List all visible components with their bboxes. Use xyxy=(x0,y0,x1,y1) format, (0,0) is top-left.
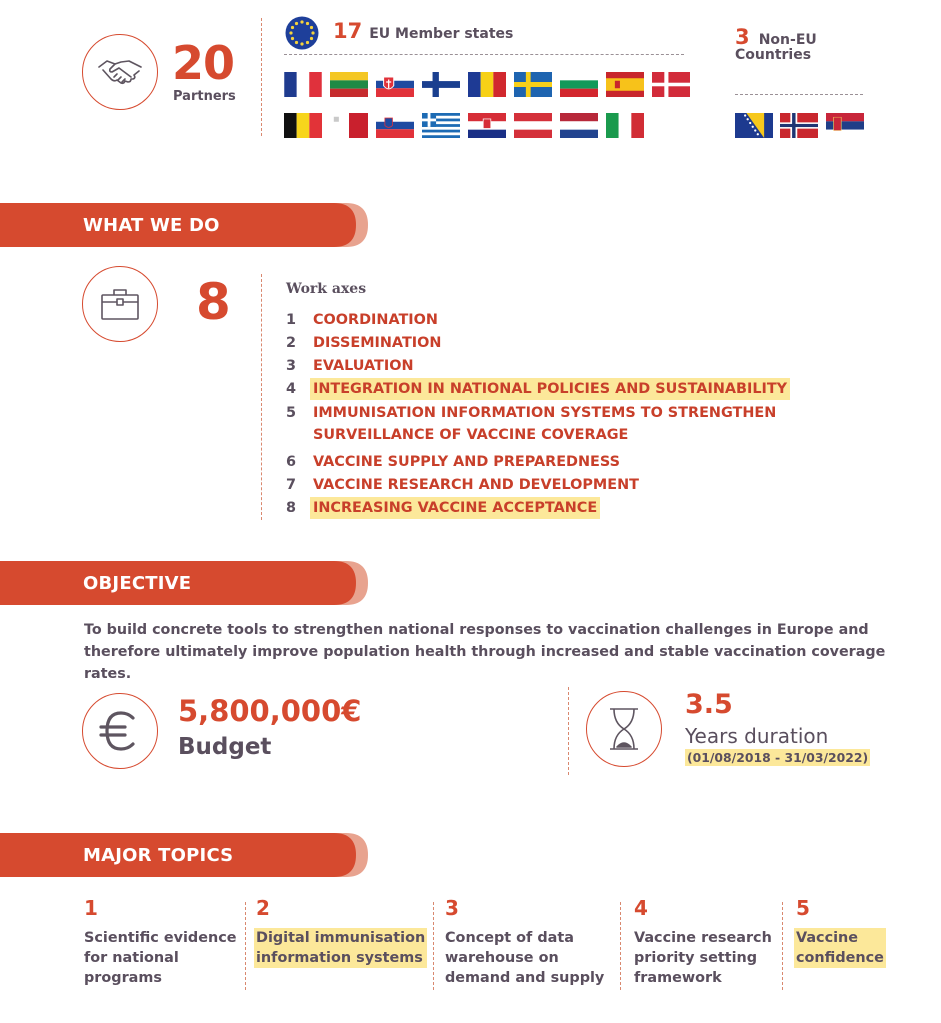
divider xyxy=(782,902,783,990)
flag-italy xyxy=(606,113,644,138)
flag-spain xyxy=(606,72,644,97)
divider xyxy=(245,902,246,990)
handshake-icon xyxy=(97,55,143,89)
divider xyxy=(261,18,262,136)
hourglass-icon xyxy=(607,706,641,752)
divider xyxy=(620,902,621,990)
non-eu-count: 3 xyxy=(735,25,750,49)
divider xyxy=(433,902,434,990)
euro-icon-circle xyxy=(82,693,158,769)
flag-bosnia xyxy=(735,113,773,138)
flag-greece xyxy=(422,113,460,138)
work-axes-title: Work axes xyxy=(286,281,367,297)
axis-item: 6 VACCINE SUPPLY AND PREPAREDNESS xyxy=(286,454,620,470)
axis-item-highlighted: 4 INTEGRATION IN NATIONAL POLICIES AND SUSTAINABILITY xyxy=(286,378,790,400)
eu-divider xyxy=(284,54,684,55)
topic-item: 4 Vaccine research priority setting framework xyxy=(634,896,772,986)
budget-value: 5,800,000€ xyxy=(178,694,362,728)
non-eu-divider xyxy=(735,94,863,95)
handshake-icon-circle xyxy=(82,34,158,110)
flag-sweden xyxy=(514,72,552,97)
flag-austria xyxy=(514,113,552,138)
flag-netherlands xyxy=(560,113,598,138)
work-axes-count: 8 xyxy=(196,273,231,331)
section-banner-objective xyxy=(0,561,191,605)
flag-denmark xyxy=(652,72,690,97)
topic-item: 1 Scientific evidence for national programs xyxy=(84,896,237,986)
duration-dates: (01/08/2018 - 31/03/2022) xyxy=(687,750,869,765)
section-banner-what-we-do xyxy=(0,203,220,247)
flag-lithuania xyxy=(330,72,368,97)
axis-item-highlighted: 8 INCREASING VACCINE ACCEPTANCE xyxy=(286,497,600,519)
eu-label: EU Member states xyxy=(369,26,514,42)
section-title-what-we-do: WHAT WE DO xyxy=(83,214,220,236)
axis-item: 5 IMMUNISATION INFORMATION SYSTEMS TO STRENGTHEN xyxy=(286,405,777,421)
flag-bulgaria xyxy=(560,72,598,97)
eu-heading xyxy=(333,19,513,43)
flag-serbia xyxy=(826,113,864,138)
section-banner-major-topics xyxy=(0,833,233,877)
briefcase-icon xyxy=(100,287,140,321)
flag-malta xyxy=(330,113,368,138)
duration-value: 3.5 xyxy=(685,689,733,720)
topic-item-highlighted: 5 Vaccine confidence xyxy=(796,896,884,966)
eu-count: 17 xyxy=(333,19,363,43)
section-title-objective: OBJECTIVE xyxy=(83,572,192,594)
section-title-major-topics: MAJOR TOPICS xyxy=(83,844,234,866)
axis-item: 1 COORDINATION xyxy=(286,312,438,328)
partners-count: 20 xyxy=(172,36,235,90)
axis-item: 7 VACCINE RESEARCH AND DEVELOPMENT xyxy=(286,477,639,493)
flag-slovenia xyxy=(376,113,414,138)
flag-france xyxy=(284,72,322,97)
flag-croatia xyxy=(468,113,506,138)
euro-icon xyxy=(97,708,143,754)
non-eu-label-2: Countries xyxy=(735,47,812,63)
partners-label: Partners xyxy=(173,89,236,104)
axis-item: 2 DISSEMINATION xyxy=(286,335,442,351)
eu-flag-icon xyxy=(285,16,319,50)
briefcase-icon-circle xyxy=(82,266,158,342)
topic-item: 3 Concept of data warehouse on demand and supply xyxy=(445,896,605,986)
non-eu-label-1: Non-EU xyxy=(758,32,817,48)
objective-text: To build concrete tools to strengthen national responses to vaccination challenges in Europe and therefore ultimately improve population health through increased and stable vaccination coverage rates. xyxy=(84,622,886,682)
budget-label: Budget xyxy=(178,734,272,760)
flag-romania xyxy=(468,72,506,97)
axis-item-continued: SURVEILLANCE OF VACCINE COVERAGE xyxy=(313,427,629,443)
flag-slovakia xyxy=(376,72,414,97)
hourglass-icon-circle xyxy=(586,691,662,767)
flag-norway xyxy=(780,113,818,138)
axis-item: 3 EVALUATION xyxy=(286,358,414,374)
flag-belgium xyxy=(284,113,322,138)
topic-item-highlighted: 2 Digital immunisation information systems xyxy=(256,896,426,966)
duration-label: Years duration xyxy=(685,724,829,748)
divider xyxy=(568,687,569,775)
divider xyxy=(261,274,262,520)
flag-finland xyxy=(422,72,460,97)
non-eu-heading xyxy=(735,25,817,63)
